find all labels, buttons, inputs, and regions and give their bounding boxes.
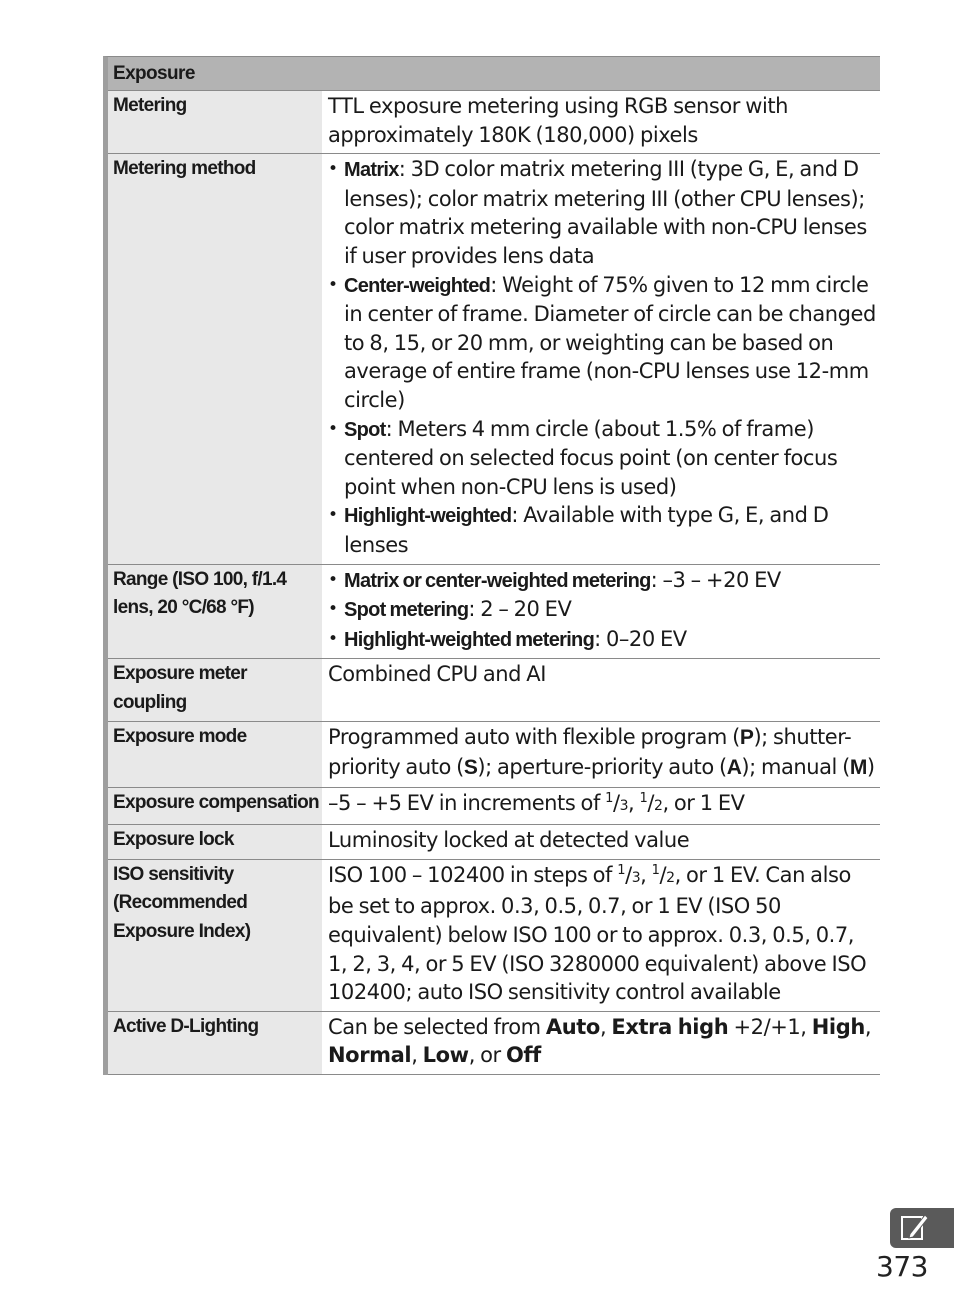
row-value — [322, 722, 880, 786]
option-name: Low — [422, 1043, 469, 1068]
mode-letter: S — [463, 756, 478, 780]
bullet-text: : 3D color matrix metering III (type G, E, and D lenses); color matrix metering III (other CPU lenses); color matrix metering available with non-CPU lenses if user provides lens data — [344, 157, 867, 268]
row-value: Combined CPU and AI — [328, 662, 546, 687]
text-run: ISO 100 – 102400 in steps of — [328, 862, 618, 887]
list-item — [328, 566, 876, 596]
table-row — [108, 659, 880, 722]
section-tab — [890, 1208, 954, 1248]
bullet-term: Spot — [344, 418, 386, 441]
text-run: ); shutter-priority auto ( — [328, 725, 852, 780]
row-label: Exposure meter coupling — [108, 659, 322, 721]
row-label: Exposure lock — [108, 825, 322, 859]
row-label: Metering method — [108, 154, 322, 563]
bullet-text: : 2 – 20 EV — [468, 597, 572, 622]
text-run: +2/+1, — [728, 1014, 812, 1039]
row-label: Exposure compensation — [108, 788, 322, 825]
text-run: , — [640, 862, 652, 887]
row-value — [322, 1012, 880, 1074]
row-value — [322, 860, 880, 1011]
label-line: ISO sensitivity — [113, 863, 234, 885]
list-item — [328, 415, 876, 502]
mode-letter: P — [739, 726, 754, 750]
fraction-numerator: 1 — [605, 790, 613, 806]
row-label: Range (ISO 100, f/1.4 lens, 20 °C/68 °F) — [108, 565, 322, 659]
text-run: , or — [468, 1043, 506, 1068]
text-run: , or 1 EV. Can also be set to approx. 0.3, 0.5, 0.7, or 1 EV (ISO 50 equivalent) below ISO 100 or to approx. 0.3, 0.5, 0.7, 1, 2, 3, 4, or 5 EV (ISO 3280000 equivalent) above ISO 102400; auto ISO sensitivity control available — [328, 862, 867, 1005]
bullet-list — [328, 566, 876, 655]
spec-table — [103, 56, 880, 1075]
fraction-numerator: 1 — [651, 862, 660, 878]
fraction-slash: / — [659, 862, 667, 887]
table-row — [108, 788, 880, 826]
option-name: Auto — [545, 1014, 600, 1039]
page-number: 373 — [876, 1250, 928, 1283]
bullet-text: : Weight of 75% given to 12 mm circle in center of frame. Diameter of circle can be changed to 8, 15, or 20 mm, or weighting can be based on average of entire frame (non-CPU lenses use 12-mm circle) — [344, 272, 876, 412]
bullet-term: Highlight-weighted — [344, 505, 512, 528]
text-run: , or 1 EV — [662, 790, 745, 815]
option-name: Extra high — [611, 1014, 729, 1039]
row-value — [322, 788, 880, 825]
text-run: Can be selected from — [328, 1014, 546, 1039]
row-label: Exposure mode — [108, 722, 322, 786]
bullet-text: : Available with type G, E, and D lenses — [344, 503, 829, 557]
text-run: –5 – +5 EV in increments of — [328, 790, 606, 815]
fraction-denominator: 3 — [631, 869, 641, 886]
list-item — [328, 271, 876, 415]
bullet-term: Spot metering — [344, 599, 469, 622]
bullet-text: : 0–20 EV — [594, 626, 687, 651]
row-label — [108, 860, 322, 1011]
fraction-slash: / — [625, 862, 632, 887]
list-item — [328, 501, 876, 559]
table-row — [108, 565, 880, 660]
bullet-text: : –3 – +20 EV — [650, 567, 781, 592]
fraction-denominator: 2 — [666, 869, 675, 886]
bullet-term: Matrix — [344, 159, 399, 182]
pencil-note-icon — [898, 1212, 932, 1244]
bullet-term: Matrix or center-weighted metering — [344, 569, 651, 592]
bullet-list — [328, 155, 876, 559]
table-header: Exposure — [108, 57, 880, 91]
row-label: Active D-Lighting — [108, 1012, 322, 1074]
table-row — [108, 860, 880, 1012]
text-run: , — [864, 1014, 872, 1039]
mode-letter: M — [849, 756, 867, 780]
bullet-text: : Meters 4 mm circle (about 1.5% of frame) centered on selected focus point (on center focus point when non-CPU lens is used) — [344, 416, 838, 499]
list-item — [328, 625, 876, 655]
option-name: High — [811, 1014, 865, 1039]
mode-letter: A — [726, 756, 742, 780]
bullet-term: Highlight-weighted metering — [344, 628, 595, 651]
text-run: , — [628, 790, 640, 815]
text-run: ); aperture-priority auto ( — [477, 755, 727, 780]
bullet-term: Center-weighted — [344, 274, 491, 297]
row-value: TTL exposure metering using RGB sensor with approximately 180K (180,000) pixels — [328, 94, 788, 147]
list-item — [328, 155, 876, 270]
text-run: ); manual ( — [741, 755, 850, 780]
table-row — [108, 722, 880, 787]
text-run: ) — [866, 755, 875, 780]
label-line: Exposure Index) — [113, 921, 251, 943]
row-value — [322, 565, 880, 659]
table-row — [108, 825, 880, 860]
table-row — [108, 1012, 880, 1075]
table-row — [108, 154, 880, 564]
fraction-numerator: 1 — [617, 862, 626, 878]
text-run: , — [599, 1014, 612, 1039]
row-value — [322, 154, 880, 563]
fraction-denominator: 3 — [619, 797, 629, 814]
fraction-numerator: 1 — [639, 790, 648, 806]
fraction-slash: / — [647, 790, 654, 815]
option-name: Off — [505, 1043, 541, 1068]
fraction-slash: / — [612, 790, 620, 815]
list-item — [328, 595, 876, 625]
row-label: Metering — [108, 91, 322, 153]
row-value: Luminosity locked at detected value — [328, 828, 690, 853]
table-row — [108, 91, 880, 154]
fraction-denominator: 2 — [653, 797, 663, 814]
option-name: Normal — [328, 1043, 412, 1068]
text-run: Programmed auto with flexible program ( — [328, 725, 740, 750]
label-line: (Recommended — [113, 892, 248, 914]
text-run: , — [411, 1043, 423, 1068]
